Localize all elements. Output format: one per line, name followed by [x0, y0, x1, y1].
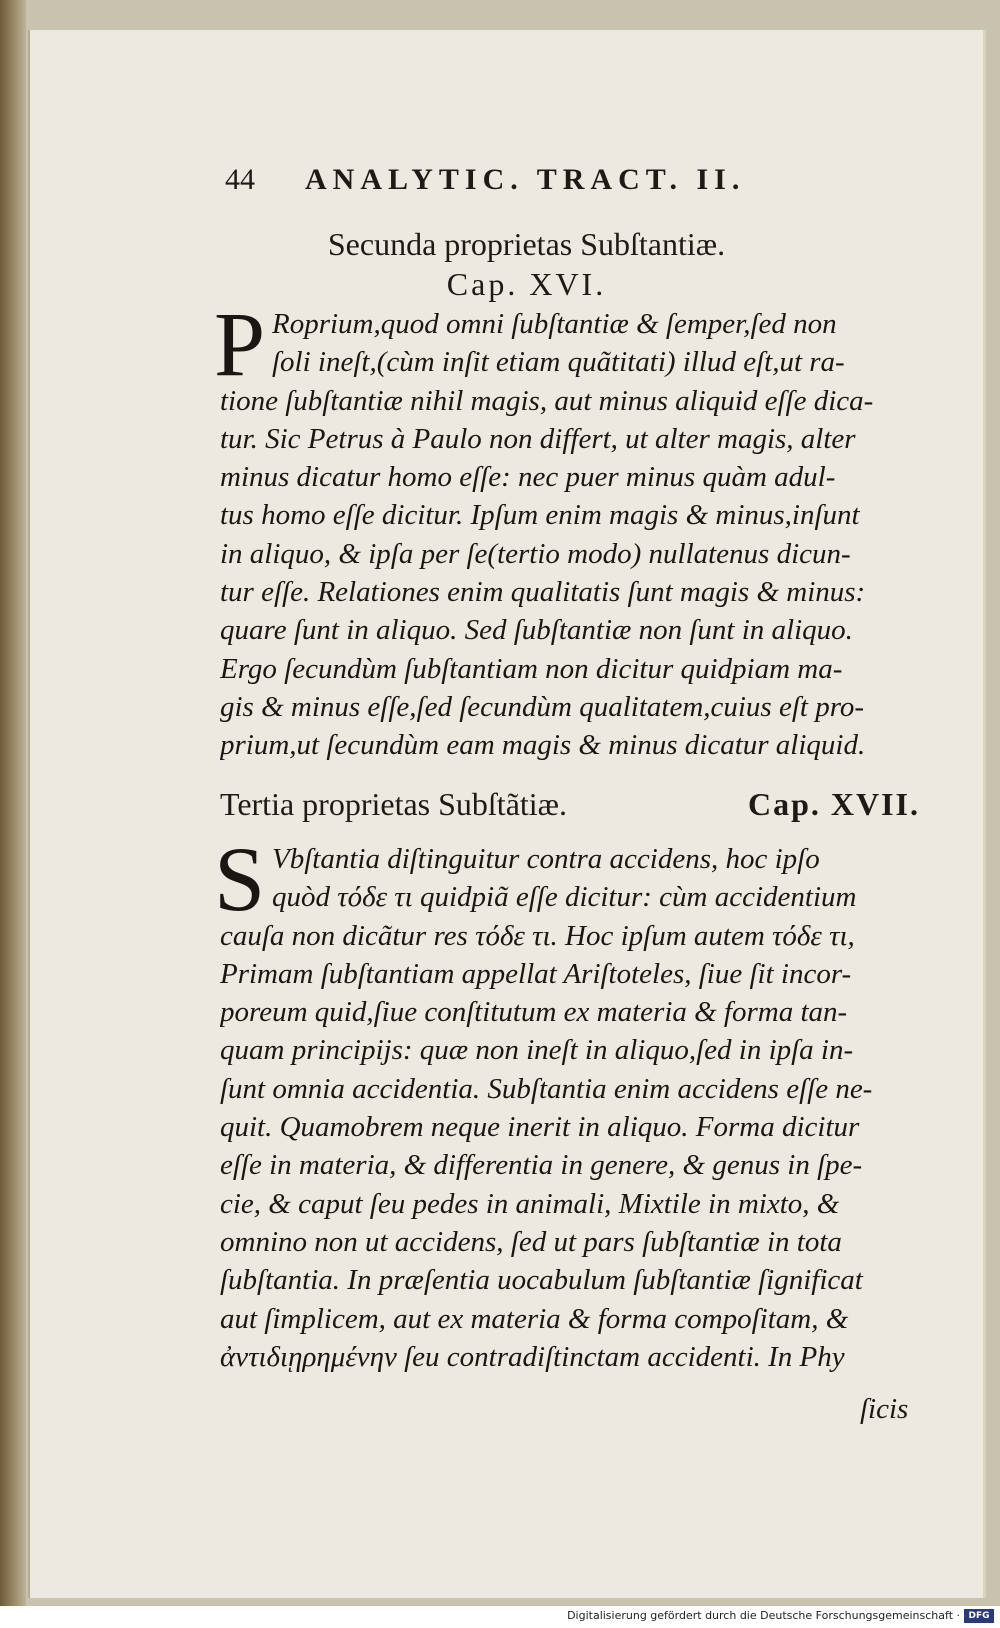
catchword: ſicis — [860, 1393, 909, 1425]
chapter-16-title: Secunda proprietas Subſtantiæ. — [327, 226, 726, 262]
text-line: eſſe in materia, & differentia in genere, & genus in ſpe- — [220, 1149, 863, 1182]
chapter-16-cap: Cap. XVI. — [446, 266, 607, 302]
text-line: ἀντιδιῃρημένην ſeu contradiſtinctam accidenti. In Phy — [220, 1340, 845, 1373]
text-line: quit. Quamobrem neque inerit in aliquo. Forma dicitur — [220, 1111, 860, 1144]
text-line: Roprium,quod omni ſubſtantiæ & ſemper,ſed non — [272, 308, 837, 340]
chapter-17-cap: Cap. XVII. — [747, 786, 920, 822]
chapter-17-body — [214, 828, 920, 1376]
book-spine — [0, 0, 26, 1606]
text-line: tione ſubſtantiæ nihil magis, aut minus aliquid eſſe dica- — [220, 384, 874, 417]
text-line: ſubſtantia. In præſentia uocabulum ſubſtantiæ ſignificat — [220, 1264, 863, 1297]
text-line: Vbſtantia diſtinguitur contra accidens, hoc ipſo — [272, 843, 820, 875]
text-line: omnino non ut accidens, ſed ut pars ſubſtantiæ in tota — [220, 1225, 842, 1258]
text-line: aut ſimplicem, aut ex materia & forma compoſitam, & — [220, 1302, 849, 1335]
text-line: quòd τόδε τι quidpiã eſſe dicitur: cùm accidentium — [272, 881, 857, 914]
text-line: cauſa non dicãtur res τόδε τι. Hoc ipſum autem τόδε τι, — [220, 919, 855, 952]
text-line: minus dicatur homo eſſe: nec puer minus quàm adul- — [220, 461, 836, 494]
chapter-17-heading — [220, 786, 920, 823]
dfg-logo: DFG — [964, 1609, 994, 1623]
footer-credit: Digitalisierung gefördert durch die Deutsche Forschungsgemeinschaft · — [567, 1609, 960, 1622]
text-line: tur eſſe. Relationes enim qualitatis ſunt magis & minus: — [220, 576, 866, 609]
text-line: quam principijs: quæ non ineſt in aliquo,ſed in ipſa in- — [220, 1034, 854, 1067]
text-line: tur. Sic Petrus à Paulo non differt, ut alter magis, alter — [220, 422, 856, 455]
text-line: gis & minus eſſe,ſed ſecundùm qualitatem,cuius eſt pro- — [220, 690, 865, 723]
text-line: Primam ſubſtantiam appellat Ariſtoteles, ſiue ſit incor- — [220, 957, 852, 990]
text-line: Ergo ſecundùm ſubſtantiam non dicitur quidpiam ma- — [220, 652, 843, 685]
chapter-17-title: Tertia proprietas Subſtãtiæ. — [220, 786, 568, 822]
text-line: cie, & caput ſeu pedes in animali, Mixtile in mixto, & — [220, 1187, 840, 1220]
text-line: ſoli ineſt,(cùm inſit etiam quãtitati) illud eſt,ut ra- — [272, 346, 845, 379]
text-line: in aliquo, & ipſa per ſe(tertio modo) nullatenus dicun- — [220, 537, 851, 570]
digitization-footer — [0, 1606, 1000, 1628]
book-page — [28, 30, 986, 1598]
text-line: tus homo eſſe dicitur. Ipſum enim magis & minus,inſunt — [220, 499, 860, 532]
text-line: quare ſunt in aliquo. Sed ſubſtantiæ non ſunt in aliquo. — [220, 614, 853, 647]
dropcap-s: S — [214, 828, 266, 930]
chapter-16-body — [214, 293, 920, 765]
page-header — [225, 163, 863, 197]
text-line: ſunt omnia accidentia. Subſtantia enim accidens eſſe ne- — [220, 1072, 873, 1105]
text-line: poreum quid,ſiue conſtitutum ex materia & forma tan- — [220, 996, 848, 1029]
text-line: prium,ut ſecundùm eam magis & minus dicatur aliquid. — [220, 729, 866, 762]
running-title: ANALYTIC. TRACT. II. — [305, 163, 746, 196]
page-number: 44 — [225, 163, 255, 196]
dropcap-p: P — [214, 293, 266, 395]
